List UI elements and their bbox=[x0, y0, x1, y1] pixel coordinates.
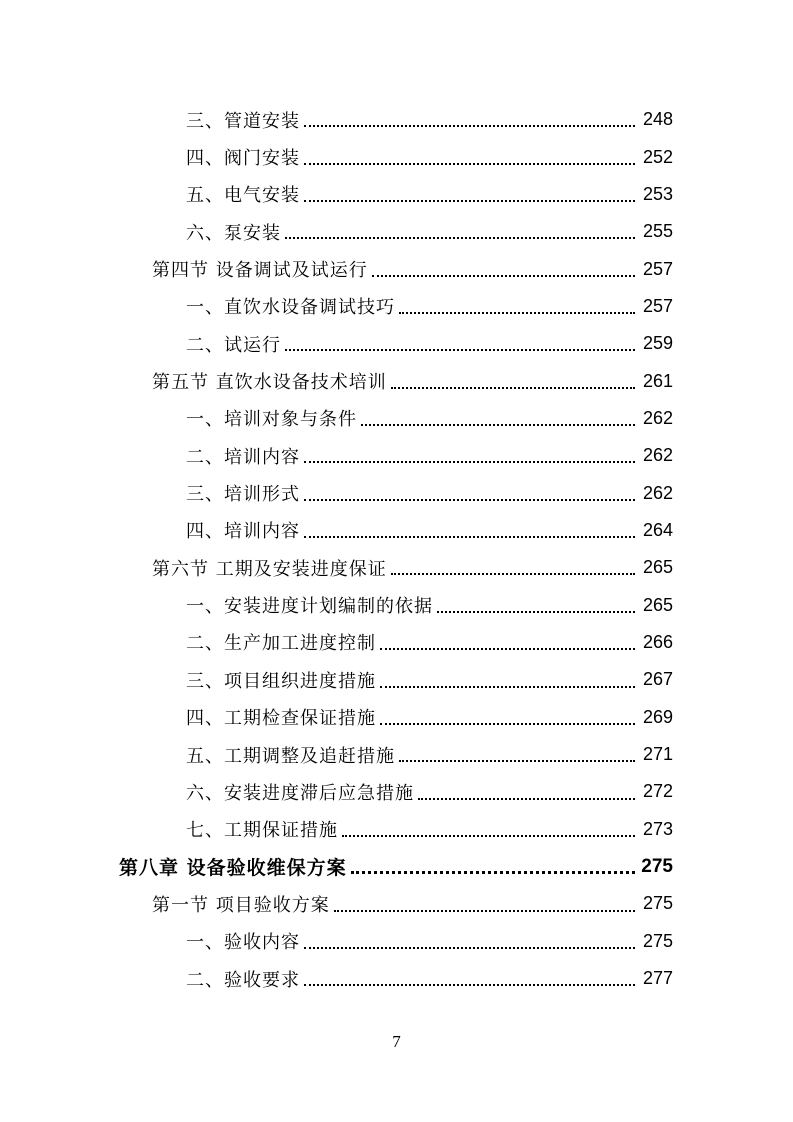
toc-entry[interactable] bbox=[0, 512, 793, 549]
toc-entry-page: 262 bbox=[642, 445, 673, 466]
toc-entry[interactable] bbox=[0, 773, 793, 810]
toc-entry[interactable] bbox=[0, 101, 793, 138]
toc-entry[interactable] bbox=[0, 362, 793, 399]
toc-entry-page: 262 bbox=[642, 407, 673, 428]
toc-entry[interactable] bbox=[0, 400, 793, 437]
toc-entry-page: 275 bbox=[641, 855, 673, 877]
toc-entry-page: 275 bbox=[642, 930, 673, 951]
toc-entry-title: 二、验收要求 bbox=[186, 969, 300, 991]
dot-leader bbox=[304, 461, 635, 463]
dot-leader bbox=[391, 387, 635, 389]
toc-entry[interactable] bbox=[0, 661, 793, 698]
toc-entry-page: 257 bbox=[642, 295, 673, 316]
toc-entry-page: 257 bbox=[642, 258, 673, 279]
toc-entry-title: 一、安装进度计划编制的依据 bbox=[186, 596, 433, 618]
toc-entry-page: 248 bbox=[642, 109, 673, 130]
toc-entry[interactable] bbox=[0, 624, 793, 661]
toc-entry-page: 265 bbox=[642, 594, 673, 615]
toc-entry[interactable] bbox=[0, 586, 793, 623]
toc-entry-title: 六、泵安装 bbox=[186, 222, 281, 244]
toc-entry-page: 266 bbox=[642, 631, 673, 652]
dot-leader bbox=[285, 349, 635, 351]
toc-entry-title: 七、工期保证措施 bbox=[186, 820, 338, 842]
toc-entry-title: 第一节 项目验收方案 bbox=[152, 894, 330, 916]
toc-entry[interactable] bbox=[0, 923, 793, 960]
dot-leader bbox=[399, 760, 635, 762]
dot-leader bbox=[391, 573, 635, 575]
toc-entry[interactable] bbox=[0, 138, 793, 175]
toc-entry-page: 275 bbox=[642, 893, 673, 914]
toc-entry-title: 二、试运行 bbox=[186, 334, 281, 356]
toc-entry[interactable] bbox=[0, 848, 793, 885]
dot-leader bbox=[437, 611, 635, 613]
dot-leader bbox=[399, 312, 635, 314]
toc-entry-title: 一、直饮水设备调试技巧 bbox=[186, 297, 395, 319]
toc-entry-page: 259 bbox=[642, 333, 673, 354]
toc-entry-title: 第八章 设备验收维保方案 bbox=[119, 857, 347, 880]
page-number: 7 bbox=[392, 1032, 401, 1051]
toc-entry-page: 255 bbox=[642, 221, 673, 242]
toc-entry-page: 252 bbox=[642, 146, 673, 167]
toc-entry[interactable] bbox=[0, 288, 793, 325]
dot-leader bbox=[351, 871, 635, 874]
toc-entry-page: 272 bbox=[642, 781, 673, 802]
toc-entry-title: 三、项目组织进度措施 bbox=[186, 670, 376, 692]
dot-leader bbox=[304, 947, 635, 949]
toc-entry-title: 五、电气安装 bbox=[186, 185, 300, 207]
dot-leader bbox=[342, 835, 635, 837]
toc-entry-page: 277 bbox=[642, 968, 673, 989]
dot-leader bbox=[380, 723, 635, 725]
toc-entry[interactable] bbox=[0, 549, 793, 586]
toc-entry-page: 262 bbox=[642, 482, 673, 503]
toc-entry-title: 四、工期检查保证措施 bbox=[186, 708, 376, 730]
toc-entry-page: 273 bbox=[642, 818, 673, 839]
toc-entry[interactable] bbox=[0, 885, 793, 922]
table-of-contents bbox=[0, 101, 793, 997]
toc-entry[interactable] bbox=[0, 699, 793, 736]
toc-entry-title: 四、培训内容 bbox=[186, 521, 300, 543]
toc-entry-title: 三、管道安装 bbox=[186, 110, 300, 132]
toc-entry-title: 二、生产加工进度控制 bbox=[186, 633, 376, 655]
dot-leader bbox=[334, 910, 635, 912]
dot-leader bbox=[380, 648, 635, 650]
toc-entry-page: 253 bbox=[642, 183, 673, 204]
toc-entry-page: 271 bbox=[642, 744, 673, 765]
toc-entry[interactable] bbox=[0, 250, 793, 287]
dot-leader bbox=[372, 275, 635, 277]
dot-leader bbox=[380, 686, 635, 688]
dot-leader bbox=[361, 424, 635, 426]
toc-entry-title: 三、培训形式 bbox=[186, 484, 300, 506]
dot-leader bbox=[285, 237, 635, 239]
toc-entry-page: 261 bbox=[642, 370, 673, 391]
toc-entry[interactable] bbox=[0, 811, 793, 848]
toc-entry-title: 二、培训内容 bbox=[186, 446, 300, 468]
dot-leader bbox=[304, 200, 635, 202]
toc-entry[interactable] bbox=[0, 213, 793, 250]
toc-entry-page: 264 bbox=[642, 519, 673, 540]
dot-leader bbox=[304, 536, 635, 538]
dot-leader bbox=[418, 798, 635, 800]
toc-entry-title: 五、工期调整及追赶措施 bbox=[186, 745, 395, 767]
dot-leader bbox=[304, 125, 635, 127]
toc-entry-title: 六、安装进度滞后应急措施 bbox=[186, 782, 414, 804]
toc-entry[interactable] bbox=[0, 736, 793, 773]
toc-entry[interactable] bbox=[0, 325, 793, 362]
dot-leader bbox=[304, 163, 635, 165]
toc-entry-page: 265 bbox=[642, 557, 673, 578]
toc-entry-title: 四、阀门安装 bbox=[186, 148, 300, 170]
dot-leader bbox=[304, 499, 635, 501]
dot-leader bbox=[304, 984, 635, 986]
toc-entry-page: 267 bbox=[642, 669, 673, 690]
toc-entry-title: 第四节 设备调试及试运行 bbox=[152, 260, 368, 282]
toc-entry[interactable] bbox=[0, 437, 793, 474]
toc-entry-title: 第五节 直饮水设备技术培训 bbox=[152, 372, 387, 394]
toc-entry-page: 269 bbox=[642, 706, 673, 727]
toc-entry[interactable] bbox=[0, 176, 793, 213]
toc-entry[interactable] bbox=[0, 474, 793, 511]
toc-entry-title: 一、培训对象与条件 bbox=[186, 409, 357, 431]
toc-entry[interactable] bbox=[0, 960, 793, 997]
toc-entry-title: 一、验收内容 bbox=[186, 932, 300, 954]
toc-entry-title: 第六节 工期及安装进度保证 bbox=[152, 558, 387, 580]
